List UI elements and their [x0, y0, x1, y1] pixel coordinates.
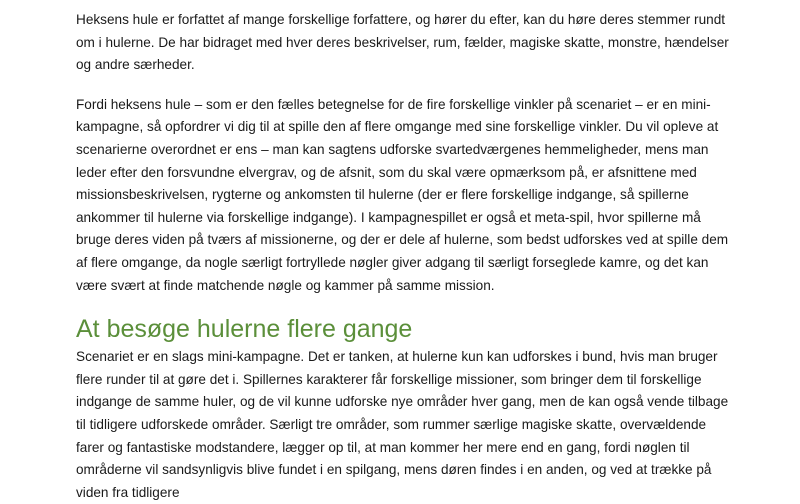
- document-body: [76, 9, 736, 504]
- section-paragraph: Scenariet er en slags mini-kampagne. Det er tanken, at hulerne kun kan udforskes i bund, hvis man bruger flere runder til at gøre det i. Spillernes karakterer får forskellige missioner, som bringer dem til forskellige indgange de samme huler, og de vil kunne udforske nye områder hver gang, men de kan også vende tilbage til tidligere udforskede områder. Særligt tre områder, som rummer særlige magiske skatte, overvældende farer og fantastiske modstandere, lægger op til, at man kommer her mere end en gang, fordi nøglen til områderne vil sandsynligvis blive fundet i en spilgang, mens døren findes i en anden, og ved at trække på viden fra tidligere: [76, 349, 729, 500]
- section-heading: At besøge hulerne flere gange: [76, 315, 413, 344]
- intro-paragraph: Heksens hule er forfattet af mange forskellige forfattere, og hører du efter, kan du høre deres stemmer rundt om i hulerne. De har bidraget med hver deres beskrivelser, rum, fælder, magiske skatte, monstre, hændelser og andre særheder.: [76, 12, 729, 73]
- campaign-paragraph: Fordi heksens hule – som er den fælles betegnelse for de fire forskellige vinkler på scenariet – er en mini-kampagne, så opfordrer vi dig til at spille den af flere omgange med sine forskellige vinkler. Du vil opleve at scenarierne overordnet er ens – man kan sagtens udforske svartedværgenes hemmeligheder, mens man leder efter den forsvundne elvergrav, og de afsnit, som du skal være opmærksom på, er afsnittene med missionsbeskrivelsen, rygterne og ankomsten til hulerne (der er flere forskellige indgange, så spillerne ankommer til hulerne via forskellige indgange). I kampagnespillet er også et meta-spil, hvor spillerne må bruge deres viden på tværs af missionerne, og der er dele af hulerne, som bedst udforskes ved at spille dem af flere omgange, da nogle særligt fortryllede nøgler giver adgang til særligt forseglede kamre, og det kan være svært at finde matchende nøgle og kammer på samme mission.: [76, 96, 729, 293]
